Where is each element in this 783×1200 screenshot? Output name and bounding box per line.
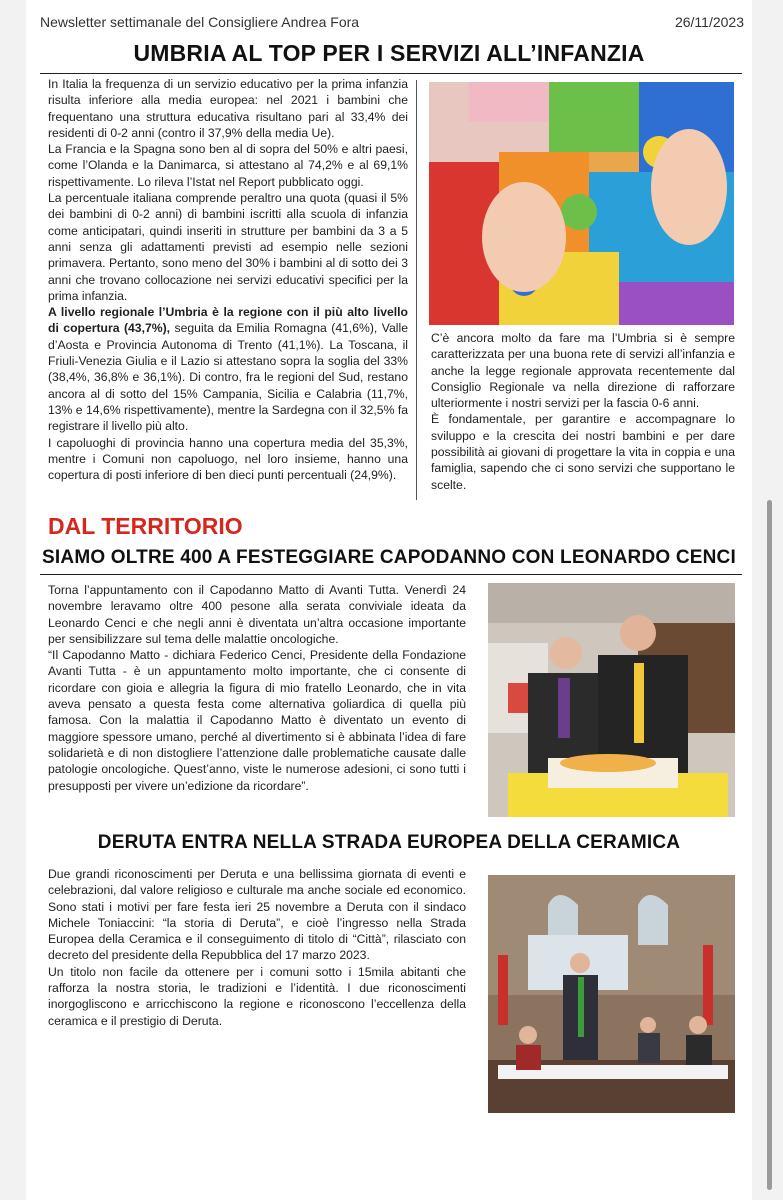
article1-paragraph: C’è ancora molto da fare ma l’Umbria si è sempre caratterizzata per una buona rete di servizi all’infanzia e anche la legge regionale approvata recentemente dal Consiglio Regionale va nella direzione di rafforzare ulteriormente i nostri servizi per la fascia 0-6 anni. xyxy=(431,331,735,411)
section-heading: DAL TERRITORIO xyxy=(48,513,243,539)
children-puzzle-photo xyxy=(429,82,734,325)
article1-right-column xyxy=(431,330,735,493)
article1-paragraph: La percentuale italiana comprende peraltro una quota (quasi il 5% dei bambini di 0-2 anni) di bambini iscritti alla scuola di infanzia come anticipatari, quindi inseriti in strutture per bambini da 3 a 5 anni senza gli adattamenti previsti ad esempio nelle sezioni primavera. Pertanto, sono meno del 30% i bambini al di sotto dei 3 anni che trovano collocazione nei servizi educativi specifici per la prima infanzia. xyxy=(48,191,408,303)
article3-paragraph: Due grandi riconoscimenti per Deruta e una bellissima giornata di eventi e celebrazioni, dal valore religioso e culturale ma anche sociale ed economico. Sono stati i motivi per fare festa ieri 25 novembre a Deruta con il sindaco Michele Toniaccini: “la storia di Deruta”, e cioè l’ingresso nella Strada Europea della Ceramica e il conseguimento di titolo di “Città”, rilasciato con decreto del presidente della Repubblica del 17 marzo 2023. xyxy=(48,867,466,963)
deruta-ceremony-photo xyxy=(488,875,735,1113)
article1-paragraph-rest: seguita da Emilia Romagna (41,6%), Valle d’Aosta e Provincia Autonoma di Trento (41,1%). La Toscana, il Friuli-Venezia Giulia e il Lazio si attestano sopra la soglia del 33% (38,4%, 36,8% e 36,1%). Di contro, fra le regioni del Sud, restano ancora al di sotto del 15% Campania, Sicilia e Calabria (11,7%, 13% e 14,6% rispettivamente), mentre la Sardegna con il 32,5% fa registrare il livello più alto. xyxy=(48,321,408,434)
newsletter-name: Newsletter settimanale del Consigliere Andrea Fora xyxy=(40,14,360,30)
article1-left-column xyxy=(48,76,408,483)
column-divider xyxy=(416,80,417,500)
title-rule xyxy=(40,574,742,575)
cake-cutting-photo xyxy=(488,583,735,817)
article1-paragraph: I capoluoghi di provincia hanno una copertura media del 35,3%, mentre i Comuni non capoluogo, nel loro insieme, hanno una copertura di posti inferiore di ben dieci punti percentuali (24,9%). xyxy=(48,435,408,483)
article3-paragraph: Un titolo non facile da ottenere per i comuni sotto i 15mila abitanti che rafforza la nostra storia, le tradizioni e l’identità. I due riconoscimenti inorgogliscono e arricchiscono la regione e riconoscono l’eccellenza della ceramica e il prestigio di Deruta. xyxy=(48,964,466,1028)
article2-paragraph: “Il Capodanno Matto - dichiara Federico Cenci, Presidente della Fondazione Avanti Tutta - è un appuntamento molto importante, che ci consente di ricordare con gioia e allegria la figura di mio fratello Leonardo, che in vita aveva pensato a questa festa come alternativa goliardica di quella più famosa. Con la malattia il Capodanno Matto è diventato un evento di maggiore spessore umano, perché al divertimento si è abbinata l’idea di fare solidarietà e di non distogliere l’attenzione dalle problematiche causate dalle patologie oncologiche. Quest’anno, viste le numerose adesioni, ci sono tutti i presupposti per vivere un’edizione da ricordare”. xyxy=(48,648,466,793)
article1-paragraph: In Italia la frequenza di un servizio educativo per la prima infanzia risulta inferiore alla media europea: nel 2021 i bambini che frequentano una struttura educativa risultano pari al 33,4% dei residenti di 0-2 anni (contro il 37,9% della media Ue). xyxy=(48,77,408,140)
article3-title: DERUTA ENTRA NELLA STRADA EUROPEA DELLA CERAMICA xyxy=(97,832,681,853)
article2-body xyxy=(48,582,466,794)
article2-title: SIAMO OLTRE 400 A FESTEGGIARE CAPODANNO CON LEONARDO CENCI xyxy=(42,547,736,568)
issue-date: 26/11/2023 xyxy=(674,14,744,30)
article1-highlight: A livello regionale l’Umbria è la regione con il più alto livello di copertura (43,7%), xyxy=(48,305,408,336)
newsletter-page xyxy=(26,0,752,1200)
scrollbar-thumb[interactable] xyxy=(767,500,772,1190)
article1-paragraph: La Francia e la Spagna sono ben al di sopra del 50% e altri paesi, come l’Olanda e la Danimarca, si attestano al 74,2% e al 69,1% rispettivamente. Lo rileva l’Istat nel Report pubblicato oggi. xyxy=(48,142,408,189)
title-rule xyxy=(40,73,742,74)
article1-paragraph: È fondamentale, per garantire e accompagnare lo sviluppo e la crescita dei nostri bambini e per dare possibilità ai giovani di progettare la vita in coppia e una famiglia, sapendo che ci sono servizi che supportano le scelte. xyxy=(431,412,735,492)
article1-title: UMBRIA AL TOP PER I SERVIZI ALL’INFANZIA xyxy=(133,40,645,66)
article1-paragraph xyxy=(48,304,408,434)
article2-paragraph: Torna l’appuntamento con il Capodanno Matto di Avanti Tutta. Venerdì 24 novembre leravamo oltre 400 pesone alla serata conviviale ideata da Leonardo Cenci e che negli anni è diventata un’altra occasione importante per sensibilizzare sul tema delle malattie oncologiche. xyxy=(48,583,466,646)
article3-body xyxy=(48,866,466,1029)
